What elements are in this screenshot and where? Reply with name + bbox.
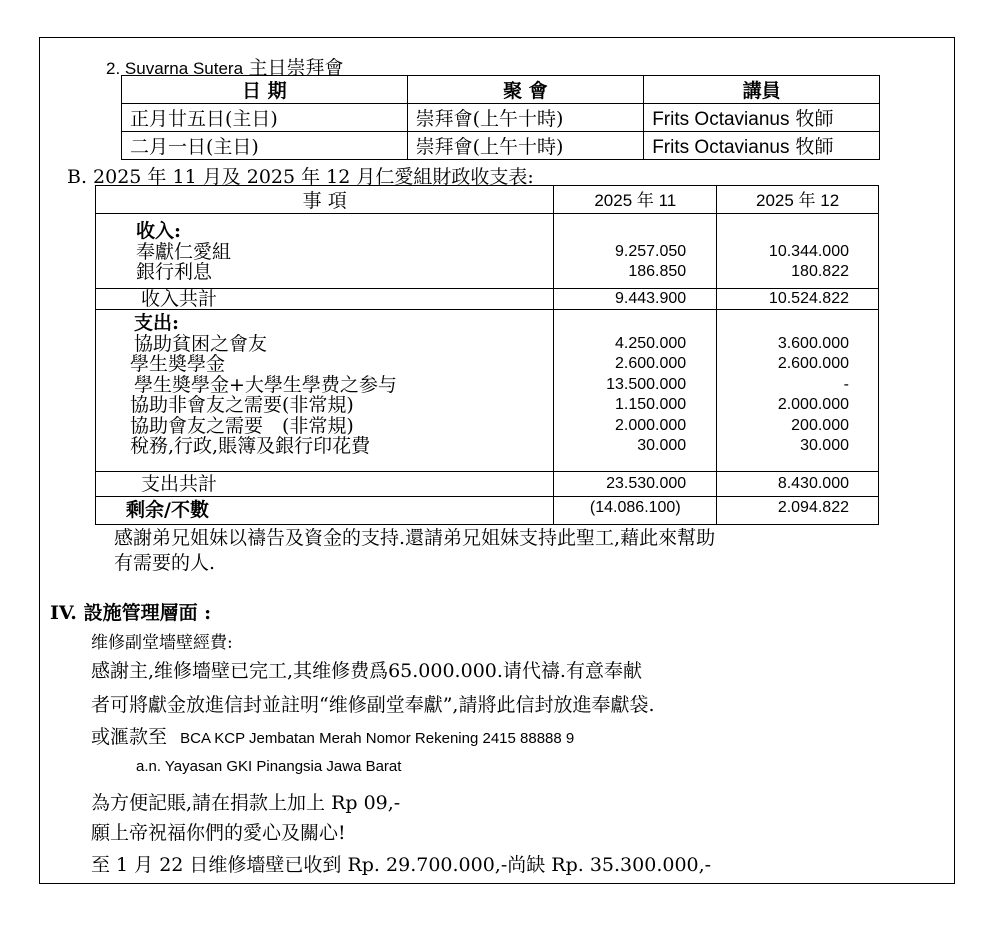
- expense-item-label: 學生奬學金: [130, 353, 226, 375]
- expense-item-nov: 30.000: [637, 437, 687, 454]
- income-total-nov: 9.443.900: [554, 289, 717, 310]
- worship-schedule-table: [121, 75, 880, 160]
- row-date: 二月一日(主日): [122, 132, 408, 160]
- income-dec-values: [717, 214, 878, 283]
- balance-label: 剩余/不數: [96, 497, 554, 525]
- expense-nov-values: [554, 310, 716, 457]
- expense-item-nov: 4.250.000: [615, 334, 687, 352]
- sectionIV-line-3: [91, 722, 574, 749]
- expense-item-nov: 2.600.000: [615, 355, 687, 372]
- balance-dec: 2.094.822: [717, 497, 879, 525]
- expense-item-dec: 30.000: [800, 437, 849, 454]
- income-total-row: [96, 289, 879, 310]
- account-holder: a.n. Yayasan GKI Pinangsia Jawa Barat: [136, 758, 402, 775]
- income-rows: [96, 214, 879, 289]
- expense-item-nov: 13.500.000: [606, 375, 687, 393]
- row-event: 崇拜會(上午十時): [407, 104, 644, 132]
- sectionIV-line-2: 者可將獻金放進信封並註明“维修副堂奉獻”,請將此信封放進奉獻袋.: [91, 694, 655, 716]
- speaker-name: Frits Octavianus: [652, 109, 790, 130]
- speaker-title: 牧師: [795, 108, 834, 130]
- expense-item-label: 協助非會友之需要(非常規): [130, 394, 354, 416]
- expense-item-dec: 200.000: [791, 416, 849, 434]
- header-speaker: 講員: [644, 76, 880, 104]
- table-row: [122, 132, 880, 160]
- expense-item-nov: 2.000.000: [615, 416, 687, 434]
- income-nov-values: [554, 214, 716, 283]
- sectionIV-heading-text: 設施管理層面 :: [83, 602, 212, 624]
- expense-labels: [96, 310, 553, 471]
- section2-title-prefix: 2. Suvarna Sutera: [106, 59, 244, 78]
- sectionIV-heading: [50, 598, 211, 625]
- expense-dec-values: [717, 310, 878, 457]
- header-dec: 2025 年 12: [717, 186, 879, 214]
- sectionIV-line-5: 為方便記賬,請在捐款上加上 Rp 09,-: [91, 792, 401, 814]
- expense-item-dec: 2.000.000: [777, 396, 849, 413]
- expense-total-dec: 8.430.000: [717, 472, 879, 497]
- expense-item-dec: -: [843, 375, 849, 393]
- row-date: 正月廿五日(主日): [122, 104, 408, 132]
- expense-total-row: [96, 472, 879, 497]
- sectionIV-line-1: 感謝主,维修墻壁已完工,其维修费爲65.000.000.请代禱.有意奉献: [91, 660, 642, 682]
- expense-item-label: 稅務,行政,賬簿及銀行印花費: [130, 435, 371, 457]
- finance-header-row: [96, 186, 879, 214]
- section2-title-zh: 主日崇拜會: [248, 57, 344, 79]
- expense-total-label: 支出共計: [96, 472, 554, 497]
- income-item-nov: 9.257.050: [615, 242, 687, 260]
- row-event: 崇拜會(上午十時): [407, 132, 644, 160]
- header-item: 事 項: [96, 186, 554, 214]
- income-item-dec: 10.344.000: [768, 242, 849, 260]
- sectionB-title: B. 2025 年 11 月及 2025 年 12 月仁愛組財政收支表:: [67, 166, 534, 188]
- finance-table: [95, 185, 879, 525]
- income-label: 收入:: [136, 220, 182, 242]
- sectionIV-subheading: 维修副堂墻壁經費:: [91, 633, 233, 653]
- income-labels: [96, 214, 553, 288]
- thanks-line-1: 感謝弟兄姐妹以禱告及資金的支持.還請弟兄姐妹支持此聖工,藉此來幫助: [114, 527, 716, 549]
- expense-label: 支出:: [134, 312, 180, 334]
- expense-total-nov: 23.530.000: [554, 472, 717, 497]
- header-date: 日 期: [122, 76, 408, 104]
- row-speaker: [644, 132, 880, 160]
- expense-rows: [96, 310, 879, 472]
- income-total-label: 收入共計: [96, 289, 554, 310]
- balance-nov: (14.086.100): [554, 497, 717, 525]
- income-total-dec: 10.524.822: [717, 289, 879, 310]
- income-item-nov: 186.850: [628, 263, 687, 280]
- header-event: 聚 會: [407, 76, 644, 104]
- income-item-label: 銀行利息: [136, 261, 213, 283]
- table-row: [122, 104, 880, 132]
- thanks-line-2: 有需要的人.: [114, 552, 216, 574]
- balance-row: [96, 497, 879, 525]
- sectionIV-line-6: 願上帝祝福你們的愛心及關心!: [91, 822, 346, 844]
- expense-item-label: 學生奬學金+大學生學费之参与: [134, 373, 397, 396]
- header-nov: 2025 年 11: [554, 186, 717, 214]
- income-item-label: 奉獻仁愛組: [136, 240, 232, 263]
- expense-item-dec: 3.600.000: [777, 334, 849, 352]
- table-header-row: [122, 76, 880, 104]
- speaker-name: Frits Octavianus: [652, 137, 790, 158]
- remit-to-label: 或滙款至: [91, 726, 168, 748]
- row-speaker: [644, 104, 880, 132]
- sectionIV-line-7: 至 1 月 22 日维修墻壁已收到 Rp. 29.700.000,-尚缺 Rp. 35.300.000,-: [91, 854, 712, 876]
- speaker-title: 牧師: [795, 136, 834, 158]
- expense-item-dec: 2.600.000: [777, 355, 849, 372]
- bank-account: BCA KCP Jembatan Merah Nomor Rekening 2415 88888 9: [180, 730, 575, 747]
- expense-item-label: 協助會友之需要 (非常規): [130, 414, 354, 437]
- income-item-dec: 180.822: [791, 263, 849, 280]
- expense-item-nov: 1.150.000: [615, 396, 687, 413]
- expense-item-label: 協助貧困之會友: [134, 332, 268, 355]
- sectionIV-heading-prefix: IV.: [50, 602, 77, 624]
